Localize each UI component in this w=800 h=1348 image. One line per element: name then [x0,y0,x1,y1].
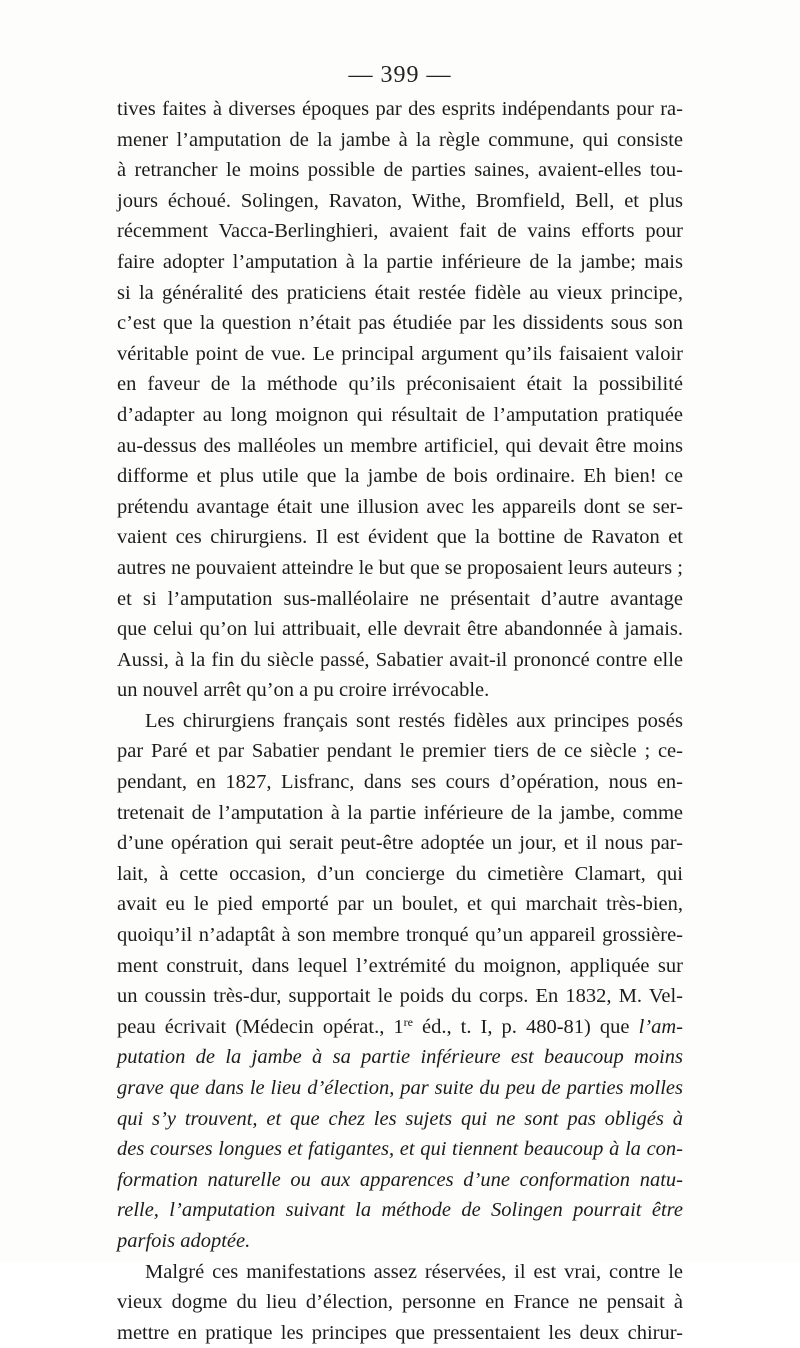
text-line: tretenait de l’amputation à la partie inférieure de la jambe, comme [117,801,683,824]
quote-start: l’am- [638,1015,683,1038]
text-line: jours échoué. Solingen, Ravaton, Withe, Bromfield, Bell, et plus [117,189,683,212]
text-line: vieux dogme du lieu d’élection, personne en France ne pensait à [117,1291,683,1314]
paragraph-start-line: Malgré ces manifestations assez réservées, il est vrai, contre le [145,1260,683,1283]
text-line: vaient ces chirurgiens. Il est évident que la bottine de Ravaton et [117,526,683,549]
ordinal-superscript: re [403,1014,413,1029]
text-line: prétendu avantage était une illusion avec les appareils dont se ser- [117,495,683,518]
text-line: c’est que la question n’était pas étudiée par les dissidents sous son [117,312,683,335]
text-line: difforme et plus utile que la jambe de bois ordinaire. Eh bien! ce [117,465,683,488]
text-line: et si l’amputation sus-malléolaire ne présentait d’autre avantage [117,587,683,610]
text-line: lait, à cette occasion, d’un concierge du cimetière Clamart, qui [117,862,683,885]
text-line: véritable point de vue. Le principal argument qu’ils faisaient valoir [117,342,683,365]
text-line: à retrancher le moins possible de parties saines, avaient-elles tou- [117,159,683,182]
text-line: en faveur de la méthode qu’ils préconisaient était la possibilité [117,373,683,396]
quote-line: relle, l’amputation suivant la méthode de Solingen pourrait être [117,1199,683,1222]
text-line: que celui qu’on lui attribuait, elle devrait être abandonnée à jamais. [117,618,683,641]
text-line: d’adapter au long moignon qui résultait de l’amputation pratiquée [117,403,683,426]
citation-text-continued: éd., t. I, p. 480-81) que [412,1015,639,1038]
quote-line: des courses longues et fatigantes, et qui tiennent beaucoup à la con- [117,1138,683,1161]
text-line: pendant, en 1827, Lisfranc, dans ses cours d’opération, nous en- [117,771,683,794]
quote-end-line: parfois adoptée. [117,1229,251,1252]
text-line: mettre en pratique les principes que pressentaient les deux chirur- [117,1321,683,1344]
text-line: par Paré et par Sabatier pendant le premier tiers de ce siècle ; ce- [117,740,683,763]
quote-line: putation de la jambe à sa partie inférieure est beaucoup moins [117,1046,683,1069]
quote-line: formation naturelle ou aux apparences d’une conformation natu- [117,1168,683,1191]
citation-text: peau écrivait (Médecin opérat., 1 [117,1015,404,1038]
text-line: quoiqu’il n’adaptât à son membre tronqué qu’un appareil grossière- [117,924,683,947]
text-line: avait eu le pied emporté par un boulet, et qui marchait très-bien, [117,893,683,916]
body-text [117,94,683,1348]
text-line: d’une opération qui serait peut-être adoptée un jour, et il nous par- [117,832,683,855]
paragraph-end-line: un nouvel arrêt qu’on a pu croire irrévocable. [117,679,490,702]
text-line: mener l’amputation de la jambe à la règle commune, qui consiste [117,128,683,151]
text-line: au-dessus des malléoles un membre artificiel, qui devait être moins [117,434,683,457]
quote-line: grave que dans le lieu d’élection, par suite du peu de parties molles [117,1077,683,1099]
text-line: récemment Vacca-Berlinghieri, avaient fait de vains efforts pour [117,220,683,243]
text-line: si la généralité des praticiens était restée fidèle au vieux principe, [117,281,683,304]
text-line: tives faites à diverses époques par des esprits indépendants pour ra- [117,98,683,120]
text-line: Aussi, à la fin du siècle passé, Sabatier avait-il prononcé contre elle [117,648,683,671]
citation-line [117,1012,683,1043]
text-line: ment construit, dans lequel l’extrémité du moignon, appliquée sur [117,954,683,977]
text-line: faire adopter l’amputation à la partie inférieure de la jambe; mais [117,250,683,273]
text-line: autres ne pouvaient atteindre le but que se proposaient leurs auteurs ; [117,556,683,579]
quote-line: qui s’y trouvent, et que chez les sujets qui ne sont pas obligés à [117,1107,683,1130]
page-number: — 399 — [348,62,452,88]
paragraph-start-line: Les chirurgiens français sont restés fidèles aux principes posés [145,709,683,732]
text-line: un coussin très-dur, supportait le poids du corps. En 1832, M. Vel- [117,985,683,1008]
